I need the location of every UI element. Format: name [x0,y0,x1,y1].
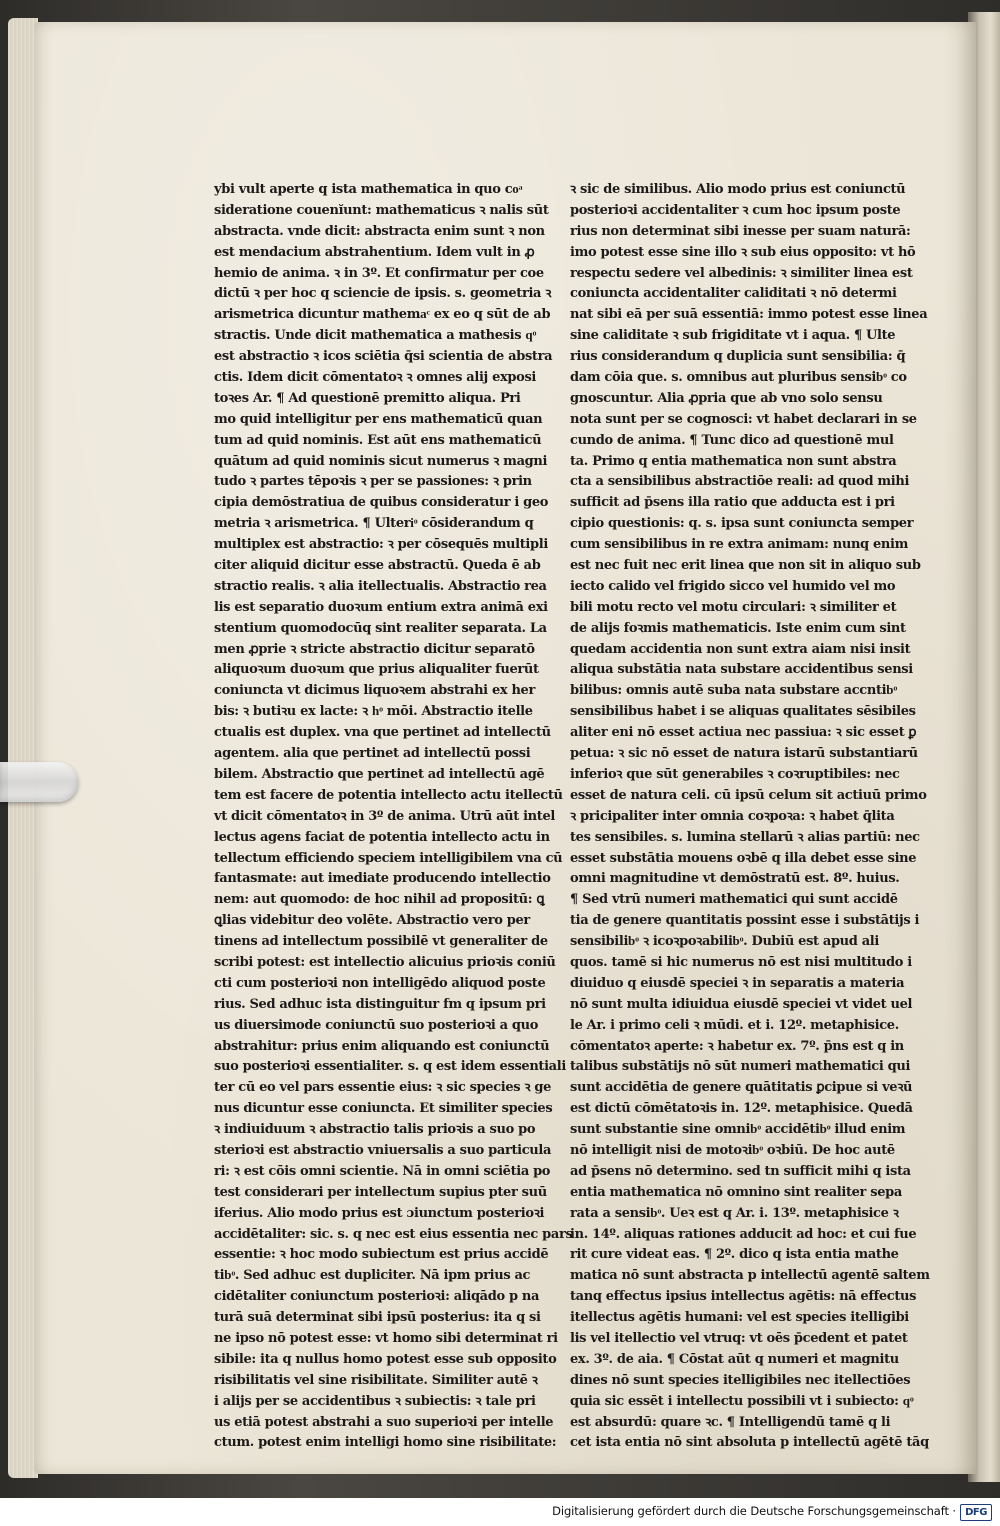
left-text-column [214,180,573,1454]
text-line: mo quid intelligitur per ens mathematicū quan [214,411,543,427]
text-line: nō intelligit nisi de motoꝛibͦ oꝛbiū. De hoc autē [570,1142,895,1158]
text-line: cet ista entia nō sint absoluta p intellectū agētē tāq [570,1435,929,1451]
text-line: rit cure videat eas. ¶ 2º. dico q ista entia mathe [570,1247,899,1263]
text-line: aliquoꝛum duoꝛum que prius aliqualiter fuerūt [214,662,539,678]
text-line: est abstractio ꝛ icos sciētia q̄si scientia de abstra [214,349,553,365]
text-line: rius non determinat sibi inesse per suam naturā: [570,223,911,239]
text-line: rius. Sed adhuc ista distinguitur fm q ipsum pri [214,996,546,1012]
text-line: petua: ꝛ sic nō esset de natura istarū substantiarū [570,746,918,762]
text-line: bilibus: omnis autē suba nata substare accntibͦ [570,683,897,699]
text-line: tudo ꝛ partes tēpoꝛis ꝛ per se passiones: ꝛ prin [214,474,532,490]
text-line: metria ꝛ arismetrica. ¶ Ulteriͦ cōsiderandum q [214,516,534,532]
text-line: test considerari per intellectum supius pter suū [214,1184,547,1200]
text-line: quos. tamē si hic numerus nō est nisi multitudo i [570,954,912,970]
text-line: sufficit ad p̄sens illa ratio que adducta est i pri [570,495,895,511]
text-line: lis est separatio duoꝛum entium extra animā exi [214,599,548,615]
text-line: dictū ꝛ per hoc q sciencie de ipsis. s. geometria ꝛ [214,286,552,302]
text-line: entia mathematica nō omnino sint realiter sepa [570,1184,902,1200]
text-line: cum sensibilibus in re extra animam: nunq enim [570,537,908,553]
text-line: stentium quomodocūq sint realiter separata. La [214,620,547,636]
text-line: posterioꝛi accidentaliter ꝛ cum hoc ipsum poste [570,202,901,218]
text-line: sibile: ita q nullus homo potest esse sub opposito [214,1351,557,1367]
text-line: risibilitatis vel sine risibilitate. Similiter autē ꝛ [214,1372,538,1388]
text-line: suo posterioꝛi essentialiter. s. q est idem essentiali [214,1059,566,1075]
text-line: tanq effectus ipsius intellectus agētis: nā effectus [570,1289,917,1305]
text-line: ter cū eo vel pars essentie eius: ꝛ sic species ꝛ ge [214,1080,552,1096]
text-line: hemio de anima. ꝛ in 3º. Et confirmatur per coe [214,265,544,281]
text-line: rata a sensibͦ. Ueꝛ est q Ar. i. 13º. metaphisice ꝛ [570,1205,899,1221]
text-line: sterioꝛi est abstractio vniuersalis a suo particula [214,1142,552,1158]
text-line: quātum ad quid nominis sicut numerus ꝛ magni [214,453,548,469]
text-line: quia sic essēt i intellectu possibili vt i subiecto: qͦ [570,1393,914,1409]
text-line: essentie: ꝛ hoc modo subiectum est prius accidē [214,1247,549,1263]
text-line: itellectus agētis humani: vel est species itelligibi [570,1310,909,1326]
text-line: imo potest esse sine illo ꝛ sub eius opposito: vt hō [570,244,916,260]
text-line: ex. 3º. de aia. ¶ Cōstat aūt q numeri et magnitu [570,1351,899,1367]
text-line: coniuncta accidentaliter caliditati ꝛ nō determi [570,286,897,302]
text-line: aliqua substātia nata substare accidentibus sensi [570,662,913,678]
text-line: quedam accidentia non sunt extra aiam nisi insit [570,641,911,657]
text-line: sunt substantie sine omnibͦ accidētibͦ illud enim [570,1122,906,1138]
text-line: accidētaliter: sic. s. q nec est eius essentia nec pars [214,1226,573,1242]
text-line: scribi potest: est intellectio alicuius prioꝛis coniū [214,954,556,970]
text-line: stractis. Unde dicit mathematica a mathesis qͦ [214,328,536,344]
text-line: sensibilibus habet i se aliquas qualitates sēsibiles [570,704,916,720]
text-line: coniuncta vt dicimus liquoꝛem abstrahi ex her [214,683,535,699]
text-line: aliter eni nō esset actiua nec passiua: ꝛ sic esset ꝑ [570,725,917,741]
text-line: de alijs foꝛmis mathematicis. Iste enim cum sint [570,620,906,636]
text-line: vt dicit cōmentatoꝛ in 3º de anima. Utrū aūt intel [214,808,555,824]
text-line: fantasmate: aut imediate producendo intellectio [214,871,551,887]
text-line: lis vel itellectio vel vtruq: vt oēs p̄cedent et patet [570,1330,908,1346]
text-line: respectu sedere vel albedinis: ꝛ similiter linea est [570,265,913,281]
text-line: ctum. potest enim intelligi homo sine risibilitate: [214,1435,557,1451]
text-line: omni magnitudine vt demōstratū est. 8º. huius. [570,871,900,887]
text-line: ctualis est duplex. vna que pertinet ad intellectū [214,725,551,741]
text-line: ybi vult aperte q ista mathematica in quo coͣ [214,182,523,197]
text-line: tes sensibiles. s. lumina stellarū ꝛ alias partiū: nec [570,829,920,845]
text-line: tia de genere quantitatis possint esse i substātijs i [570,913,920,929]
text-line: cundo de anima. ¶ Tunc dico ad questionē mul [570,432,894,448]
text-line: dines nō sunt species itelligibiles nec itellectiōes [570,1372,911,1388]
text-line: esset de natura celi. cū ipsū celum sit actiuū primo [570,787,927,803]
footer-bar [0,1498,1000,1526]
text-line: bili motu recto vel motu circulari: ꝛ similiter et [570,599,897,615]
text-line: ne ipso nō potest esse: vt homo sibi determinat ri [214,1330,558,1346]
text-line: diuiduo q eiusdē speciei ꝛ in separatis a materia [570,975,905,991]
text-line: multiplex est abstractio: ꝛ per cōsequēs multipli [214,537,548,553]
text-line: cōmentatoꝛ aperte: ꝛ habetur ex. 7º. p̄ns est q in [570,1038,904,1054]
text-line: ¶ Sed vtrū numeri mathematici qui sunt accidē [570,892,898,908]
text-line: nat sibi eā per suā essentiā: immo potest esse linea [570,307,928,323]
text-line: bilem. Abstractio que pertinet ad intellectū agē [214,766,545,782]
text-line: nō sunt multa idiuidua eiusdē speciei vt videt uel [570,996,913,1012]
text-line: cipio questionis: q. s. ipsa sunt coniuncta semper [570,516,914,532]
text-line: ꝛ indiuiduum ꝛ abstractio talis prioꝛis a suo po [214,1122,536,1138]
text-line: iferius. Alio modo prius est ɔiunctum posterioꝛi [214,1205,545,1221]
text-line: abstracta. vnde dicit: abstracta enim sunt ꝛ non [214,223,545,239]
text-line: dam cōia que. s. omnibus aut pluribus sensibͦ co [570,370,907,386]
text-line: agentem. alia que pertinet ad intellectū possi [214,746,531,762]
text-line: abstrahitur: prius enim aliquando est coniunctū [214,1038,550,1054]
text-line: nota sunt per se cognosci: vt habet declarari in se [570,411,917,427]
text-line: sensibilibͦ ꝛ icoꝛpoꝛabilibͦ. Dubiū est apud ali [570,934,879,950]
text-line: sideratione couenĭunt: mathematicus ꝛ nalis sūt [214,202,549,218]
text-line: le Ar. i primo celi ꝛ mūdi. et i. 12º. metaphisice. [570,1017,899,1033]
text-line: est absurdū: quare ꝛc. ¶ Intelligendū tamē q li [570,1414,891,1430]
text-line: est nec fuit nec erit linea que non sit in aliquo sub [570,558,921,574]
text-line: tem est facere de potentia intellecto actu itellectū [214,787,563,803]
page-clip [0,762,78,802]
text-line: cipia demōstratiua de quibus consideratur i geo [214,495,549,511]
text-line: matica nō sunt abstracta p intellectū agentē saltem [570,1268,930,1284]
text-line: nem: aut quomodo: de hoc nihil ad propositū: ꝗ [214,892,545,908]
text-line: tinens ad intellectum possibilē vt generaliter de [214,934,548,950]
text-line: us etiā potest abstrahi a suo superioꝛi per intelle [214,1414,554,1430]
text-line: talibus substātijs nō sūt numeri mathematici qui [570,1059,911,1075]
text-line: est dictū cōmētatoꝛis in. 12º. metaphisice. Quedā [570,1101,913,1117]
text-line: rius considerandum q duplicia sunt sensibilia: q̄ [570,349,906,365]
text-line: ri: ꝛ est cōis omni scientie. Nā in omni sciētia po [214,1163,551,1179]
text-line: inferioꝛ que sūt generabiles ꝛ coꝛruptibiles: nec [570,766,900,782]
text-line: ꝗlias videbitur deo volēte. Abstractio vero per [214,913,530,929]
text-line: ad p̄sens nō determino. sed tn sufficit mihi q ista [570,1163,911,1179]
text-line: in. 14º. aliquas rationes adducit ad hoc: et cui fue [570,1226,917,1242]
text-line: stractio realis. ꝛ alia itellectualis. Abstractio rea [214,578,547,594]
text-line: tibͦ. Sed adhuc est dupliciter. Nā ipm prius ac [214,1268,531,1284]
text-line: bis: ꝛ butiꝛu ex lacte: ꝛ hͦ mōi. Abstractio itelle [214,704,533,720]
text-line: esset substātia mouens oꝛbē q illa debet esse sine [570,850,917,866]
text-line: ꝛ pricipaliter inter omnia coꝛpoꝛa: ꝛ habet q̄lita [570,808,895,824]
text-line: gnoscuntur. Alia ꝓpria que ab vno solo sensu [570,390,883,406]
text-line: citer aliquid dicitur esse abstractū. Queda ē ab [214,558,541,574]
right-text-column [570,180,930,1454]
text-line: nus dicuntur esse coniuncta. Et similiter species [214,1101,553,1117]
text-line: cta a sensibilibus abstractiōe reali: ad quod mihi [570,474,910,490]
text-line: iecto calido vel frigido sicco vel humido vel mo [570,578,896,594]
text-line: i alijs per se accidentibus ꝛ subiectis: ꝛ tale pri [214,1393,536,1409]
text-line: toꝛes Ar. ¶ Ad questionē premitto aliqua. Pri [214,390,521,406]
text-line: cti cum posterioꝛi non intelligēdo aliquod poste [214,975,546,991]
text-line: arismetrica dicuntur mathemaͨ ex eo q sūt de ab [214,307,551,323]
text-line: ꝛ sic de similibus. Alio modo prius est coniunctū [570,182,906,197]
text-line: men ꝓprie ꝛ stricte abstractio dicitur separatō [214,641,535,657]
dfg-logo: DFG [960,1504,992,1521]
text-line: ta. Primo q entia mathematica non sunt abstra [570,453,897,469]
text-line: cidētaliter coniunctum posterioꝛi: aliqādo p na [214,1289,540,1305]
text-line: us diuersimode coniunctū suo posterioꝛi a quo [214,1017,539,1033]
text-line: sunt accidētia de genere quātitatis ꝑcipue si veꝛū [570,1080,913,1096]
text-line: lectus agens faciat de potentia intellecto actu in [214,829,550,845]
text-line: est mendacium abstrahentium. Idem vult in ꝓ [214,244,535,260]
text-line: tellectum efficiendo speciem intelligibilem vna cū [214,850,563,866]
text-line: turā suā determinat sibi ipsū posterius: ita q si [214,1310,541,1326]
text-line: tum ad quid nominis. Est aūt ens mathematicū [214,432,542,448]
text-line: ctis. Idem dicit cōmentatoꝛ ꝛ omnes alij exposi [214,370,537,386]
funding-credit: Digitalisierung gefördert durch die Deutsche Forschungsgemeinschaft · [552,1504,956,1518]
text-line: sine caliditate ꝛ sub frigiditate vt i aqua. ¶ Ulte [570,328,896,344]
